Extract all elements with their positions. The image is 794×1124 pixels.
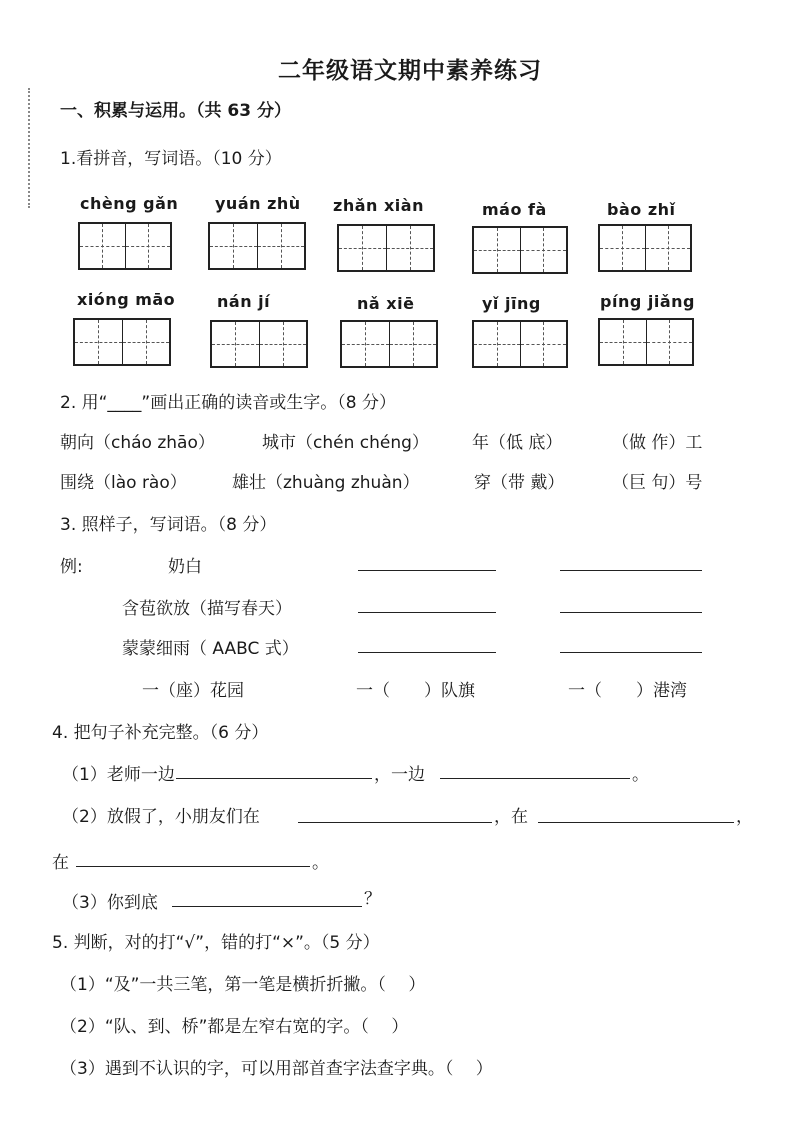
section-1-heading: 一、积累与运用。（共 63 分） <box>60 101 291 121</box>
answer-line[interactable] <box>176 778 372 779</box>
pinyin-label: xióng māo <box>77 290 176 309</box>
choice-item: （巨 句）号 <box>612 473 703 493</box>
sentence-text: （3）你到底 <box>62 893 158 913</box>
writing-grid[interactable] <box>208 222 306 270</box>
answer-line[interactable] <box>172 906 362 907</box>
choice-item: 朝向（cháo zhāo） <box>60 433 215 453</box>
answer-line[interactable] <box>538 822 734 823</box>
q3-heading: 3. 照样子，写词语。（8 分） <box>60 515 277 535</box>
sentence-text: ？ <box>364 889 381 909</box>
choice-item: 年（低 底） <box>472 433 563 453</box>
writing-grid[interactable] <box>73 318 171 366</box>
pinyin-label: nán jí <box>217 292 271 311</box>
writing-grid[interactable] <box>598 318 694 366</box>
pinyin-label: yǐ jīng <box>482 294 541 313</box>
measure-word-example: 一（座）花园 <box>142 681 244 701</box>
answer-line[interactable] <box>358 570 496 571</box>
judgement-item[interactable]: （3）遇到不认识的字，可以用部首查字法查字典。（ ） <box>60 1059 493 1079</box>
pinyin-label: chèng gǎn <box>80 194 179 213</box>
judgement-item[interactable]: （2）“队、到、桥”都是左窄右宽的字。（ ） <box>60 1017 409 1037</box>
pinyin-label: bào zhǐ <box>607 200 676 219</box>
measure-word-blank[interactable]: 一（ ）队旗 <box>356 681 475 701</box>
answer-line[interactable] <box>440 778 630 779</box>
answer-line[interactable] <box>560 652 702 653</box>
answer-line[interactable] <box>358 612 496 613</box>
choice-item: 穿（带 戴） <box>474 473 565 493</box>
writing-grid[interactable] <box>598 224 692 272</box>
writing-grid[interactable] <box>472 320 568 368</box>
writing-grid[interactable] <box>340 320 438 368</box>
sentence-text: （2）放假了，小朋友们在 <box>62 807 260 827</box>
example-word: 奶白 <box>168 557 202 577</box>
writing-grid[interactable] <box>78 222 172 270</box>
q2-heading: 2. 用“____”画出正确的读音或生字。（8 分） <box>60 393 396 413</box>
answer-line[interactable] <box>560 570 702 571</box>
writing-grid[interactable] <box>210 320 308 368</box>
sentence-text: 。 <box>632 765 649 785</box>
q1-heading: 1.看拼音，写词语。（10 分） <box>60 149 282 169</box>
pinyin-label: zhǎn xiàn <box>333 196 424 215</box>
pinyin-label: nǎ xiē <box>357 294 415 313</box>
sentence-text: ，一边 <box>374 765 425 785</box>
answer-line[interactable] <box>560 612 702 613</box>
answer-line[interactable] <box>298 822 492 823</box>
answer-line[interactable] <box>358 652 496 653</box>
judgement-item[interactable]: （1）“及”一共三笔，第一笔是横折折撇。（ ） <box>60 975 426 995</box>
sentence-text: （1）老师一边 <box>62 765 175 785</box>
choice-item: 城市（chén chéng） <box>262 433 429 453</box>
pinyin-label: máo fà <box>482 200 547 219</box>
writing-grid[interactable] <box>472 226 568 274</box>
sentence-text: 在 <box>52 853 69 873</box>
page-title: 二年级语文期中素养练习 <box>278 58 542 84</box>
choice-item: 雄壮（zhuàng zhuàn） <box>232 473 420 493</box>
sentence-text: ， <box>736 807 753 827</box>
sentence-text: ，在 <box>494 807 528 827</box>
answer-line[interactable] <box>76 866 310 867</box>
word-prompt: 含苞欲放（描写春天） <box>122 599 292 619</box>
binding-margin-dots <box>28 88 30 208</box>
pinyin-label: yuán zhù <box>215 194 301 213</box>
pinyin-label: píng jiǎng <box>600 292 695 311</box>
measure-word-blank[interactable]: 一（ ）港湾 <box>568 681 687 701</box>
choice-item: 围绕（lào rào） <box>60 473 187 493</box>
word-prompt: 蒙蒙细雨（ AABC 式） <box>122 639 299 659</box>
q5-heading: 5. 判断，对的打“√”，错的打“×”。（5 分） <box>52 933 380 953</box>
choice-item: （做 作）工 <box>612 433 703 453</box>
writing-grid[interactable] <box>337 224 435 272</box>
sentence-text: 。 <box>312 853 329 873</box>
q4-heading: 4. 把句子补充完整。（6 分） <box>52 723 269 743</box>
example-label: 例: <box>60 557 83 577</box>
